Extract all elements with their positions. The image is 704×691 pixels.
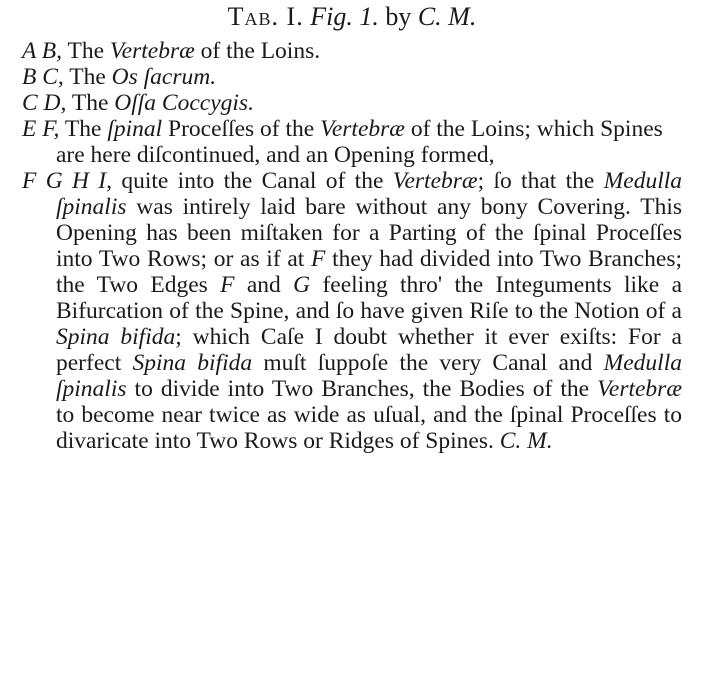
entry-text: ; ſo that the [477,168,604,194]
entry-label: F G H I, [22,168,113,194]
italic-text: Spina bifida [132,350,253,376]
entry-text: ; which Caſe I doubt whether it ever exiſts: For a perfect [56,324,682,376]
italic-text: Os ſacrum. [111,64,217,90]
italic-text: Vertebræ [597,376,682,402]
plate-figure-label: Fig. 1. [310,2,379,31]
plate-by-label: by [385,2,412,31]
entry-text: The [62,38,110,64]
legend-entry [22,38,682,64]
italic-text: Oſſa Coccygis. [114,90,254,116]
legend-entries [22,38,682,454]
italic-text: F [311,246,326,272]
entry-text: to divide into Two Branches, the Bodies of the [126,376,598,402]
entry-text: feeling thro' the Integuments like a Bifurcation of the Spine, and ſo have given Riſe to the Notion of a [56,272,682,324]
entry-text: The [59,116,108,142]
entry-text: Proceſſes of the [162,116,321,142]
italic-text: Medulla ſpinalis [56,168,683,220]
legend-entry [22,168,682,454]
entry-text: was intirely laid bare without any bony Covering. This Opening has been miſtaken for a Parting of the ſpinal Proceſſes into Two Rows; or as if at [56,194,682,272]
entry-label: C D, [22,90,67,116]
entry-text: The [63,64,112,90]
entry-text: The [66,90,115,116]
italic-text: Medulla ſpinalis [56,350,682,402]
italic-text: G [293,272,311,298]
italic-text: C. M. [499,428,553,454]
legend-entry [22,64,682,90]
entry-text: to become near twice as wide as uſual, and the ſpinal Proceſſes to divaricate into Two Rows or Ridges of Spines. [56,402,682,454]
italic-text: Spina bifida [56,324,176,350]
entry-text: quite into the Canal of the [112,168,393,194]
legend-entry [22,116,682,168]
entry-text: they had divided into Two Branches; the Two Edges [56,246,682,298]
italic-text: Vertebræ [392,168,478,194]
entry-text: muſt ſuppoſe the very Canal and [252,350,604,376]
entry-text: and [234,272,294,298]
plate-author: C. M. [417,2,477,31]
legend-entry [22,90,682,116]
plate-tab-label: Tab. I. [227,2,304,31]
entry-text: of the Loins; which Spines are here diſcontinued, and an Opening formed, [56,116,663,168]
italic-text: ſpinal [107,116,163,142]
entry-label: E F, [22,116,60,142]
entry-label: B C, [22,64,64,90]
italic-text: F [220,272,235,298]
italic-text: Vertebræ [320,116,405,142]
entry-label: A B, [22,38,63,64]
italic-text: Vertebræ [109,38,195,64]
plate-heading [0,2,704,32]
entry-text: of the Loins. [194,38,321,64]
